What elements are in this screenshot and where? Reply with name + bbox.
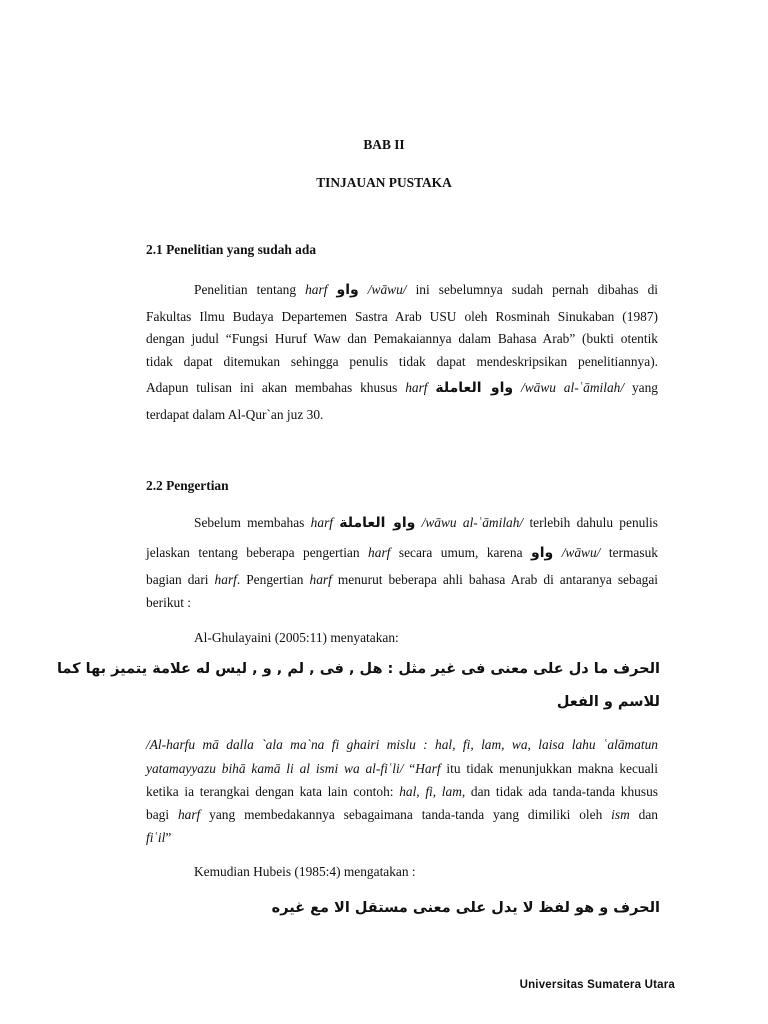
chapter-title: TINJAUAN PUSTAKA bbox=[316, 175, 452, 190]
quote-1-arabic-line-1: الحرف ما دل على معنى فى غير مثل : هل , فى , لم , و , ليس له علامة يتميز بها كما bbox=[56, 661, 660, 677]
quote-1-transliteration-line-2: yatamayyazu bihā kamā li al ismi wa al-fiʿli/ “Harf itu tidak menunjukkan makna kecuali bbox=[146, 761, 658, 776]
section-1-line-2: Fakultas Ilmu Budaya Departemen Sastra Arab USU oleh Rosminah Sinukaban (1987) bbox=[146, 309, 658, 324]
section-1-line-4: tidak dapat ditemukan sehingga penulis tidak dapat mendeskripsikan penelitiannya). bbox=[146, 354, 658, 369]
quote-1-arabic-line-2: للاسم و الفعل bbox=[556, 694, 660, 710]
section-1-title: 2.1 Penelitian yang sudah ada bbox=[146, 242, 317, 257]
section-2-line-2: jelaskan tentang beberapa pengertian harf secara umum, karena واو /wāwu/ termasuk bbox=[146, 545, 658, 561]
quote-2-intro: Kemudian Hubeis (1985:4) mengatakan : bbox=[194, 864, 416, 879]
quote-1-intro: Al-Ghulayaini (2005:11) menyatakan: bbox=[194, 630, 399, 645]
quote-1-line-5: fiʿil” bbox=[146, 830, 172, 845]
quote-1-transliteration-line-1: /Al-harfu mā dalla `ala ma`na fi ghairi mislu : hal, fi, lam, wa, laisa lahu ʿalāmatun bbox=[146, 737, 658, 752]
footer-institution: Universitas Sumatera Utara bbox=[519, 979, 675, 991]
section-1-line-5: Adapun tulisan ini akan membahas khusus harf واو العاملة /wāwu al-ʿāmilah/ yang bbox=[146, 380, 658, 396]
section-2-line-4: berikut : bbox=[146, 595, 191, 610]
section-1-line-6: terdapat dalam Al-Qur`an juz 30. bbox=[146, 407, 324, 422]
section-1-line-1: Penelitian tentang harf واو /wāwu/ ini sebelumnya sudah pernah dibahas di bbox=[194, 282, 658, 298]
chapter-heading: BAB II bbox=[363, 137, 405, 152]
quote-1-line-3: ketika ia terangkai dengan kata lain contoh: hal, fi, lam, dan tidak ada tanda-tanda khusus bbox=[146, 784, 658, 799]
section-2-line-3: bagian dari harf. Pengertian harf menurut beberapa ahli bahasa Arab di antaranya sebagai bbox=[146, 572, 658, 587]
section-1-line-3: dengan judul “Fungsi Huruf Waw dan Pemakaiannya dalam Bahasa Arab” (bukti otentik bbox=[146, 331, 658, 346]
section-2-title: 2.2 Pengertian bbox=[146, 478, 229, 493]
quote-1-line-4: bagi harf yang membedakannya sebagaimana tanda-tanda yang dimiliki oleh ism dan bbox=[146, 807, 659, 822]
section-2-line-1: Sebelum membahas harf واو العاملة /wāwu al-ʿāmilah/ terlebih dahulu penulis bbox=[194, 515, 658, 531]
quote-2-arabic: الحرف و هو لفظ لا يدل على معنى مستقل الا مع غيره bbox=[271, 900, 660, 916]
